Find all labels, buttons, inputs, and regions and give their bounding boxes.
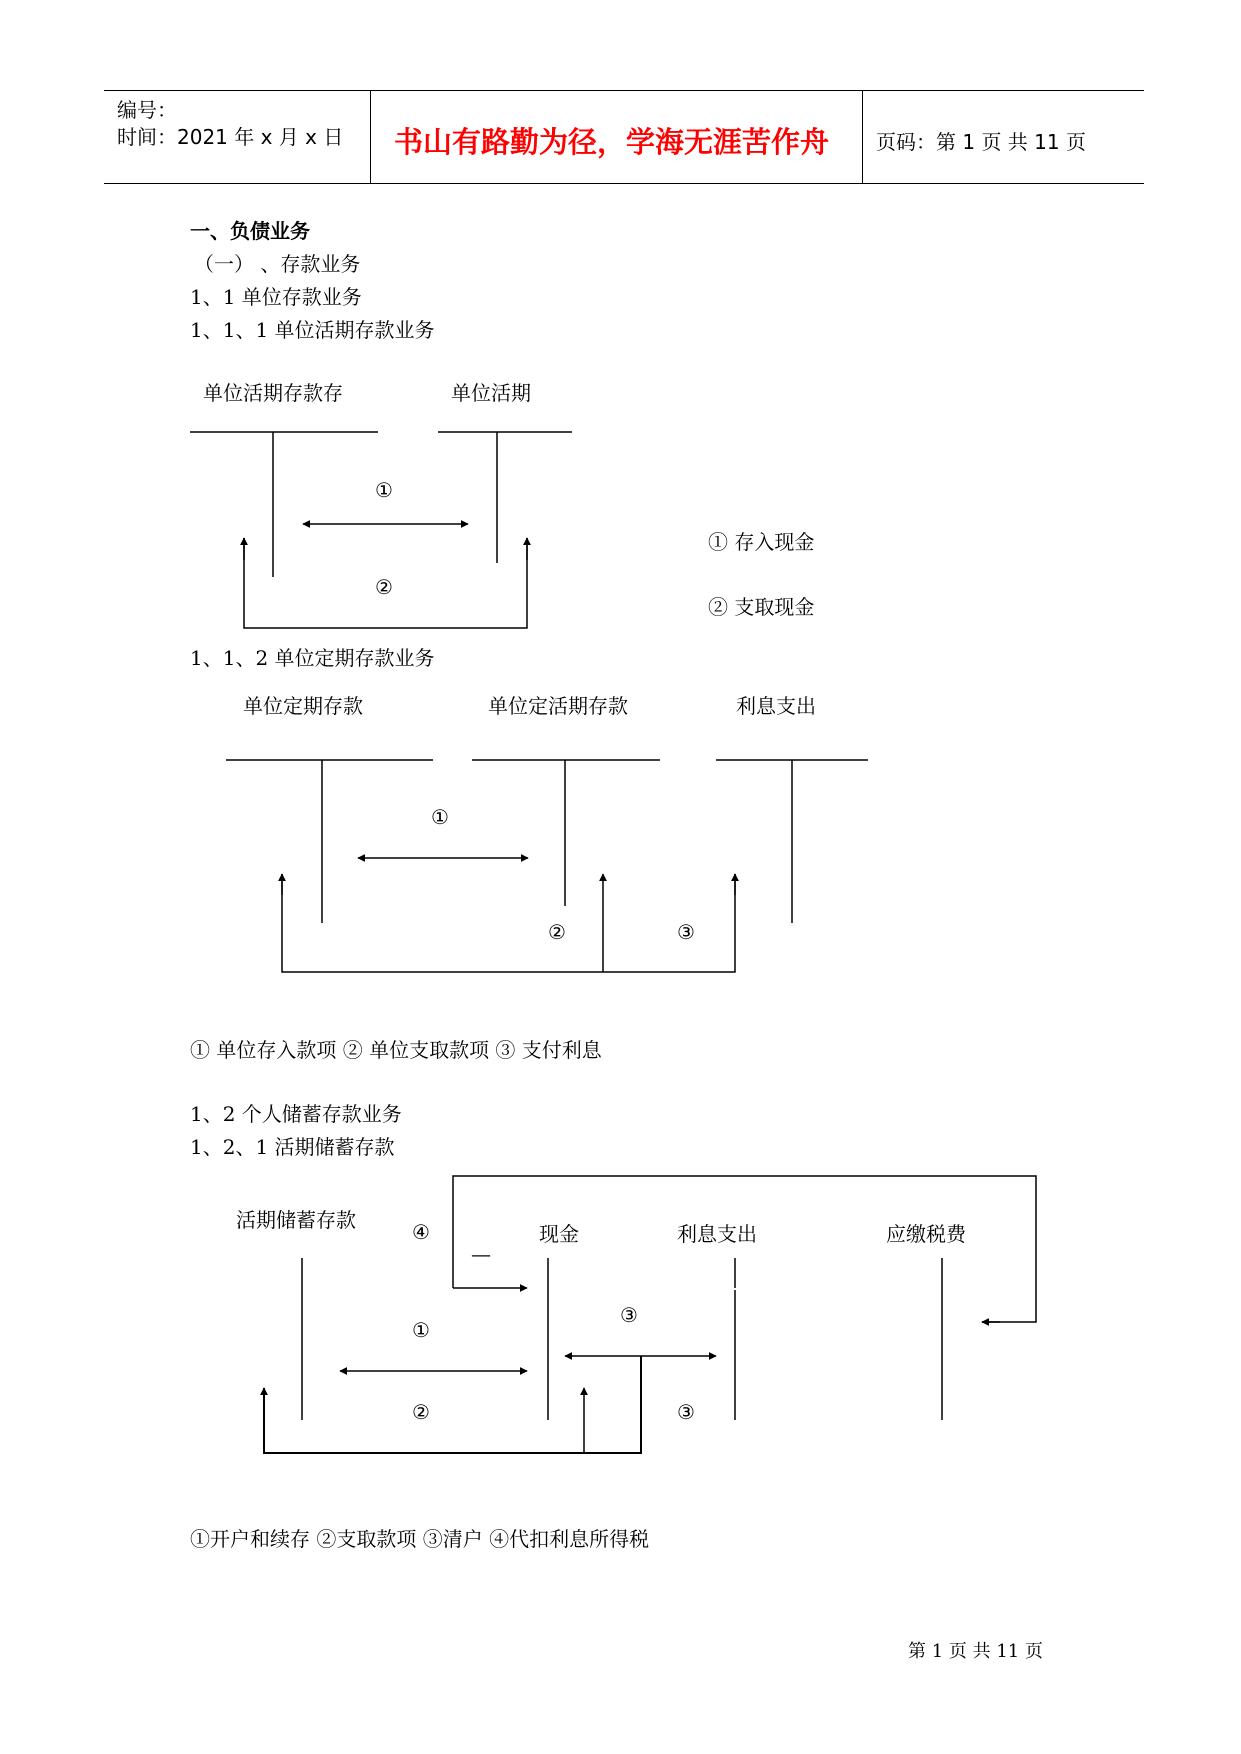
header-page-code: 页码：第 1 页 共 11 页 [876, 130, 1086, 154]
d2-circled-3: ③ [677, 920, 695, 944]
d1-account-unit-demand-deposit: 单位活期存款存 [203, 381, 343, 405]
heading-demand-savings: 1、2、1 活期储蓄存款 [190, 1135, 395, 1159]
section-heading-liabilities: 一、负债业务 [190, 219, 310, 243]
d1-circled-2: ② [375, 575, 393, 599]
d3-account-taxes-payable: 应缴税费 [886, 1222, 966, 1246]
d3-circled-2: ② [412, 1400, 430, 1424]
d2-account-unit-mixed-deposit: 单位定活期存款 [488, 694, 628, 718]
heading-unit-time-deposits: 1、1、2 单位定期存款业务 [190, 646, 435, 670]
d3-account-cash: 现金 [539, 1222, 579, 1246]
doc-number-label: 编号： [117, 98, 177, 122]
d3-circled-4: ④ [412, 1220, 430, 1244]
d3-dash: — [471, 1242, 491, 1266]
header-motto: 书山有路勤为径，学海无涯苦作舟 [394, 125, 830, 159]
d3-circled-1: ① [412, 1318, 430, 1342]
heading-unit-deposits: 1、1 单位存款业务 [190, 285, 362, 309]
d1-legend-1: ① 存入现金 [708, 530, 815, 554]
doc-time-label: 时间：2021 年 x 月 x 日 [117, 125, 344, 149]
d3-circled-3b: ③ [677, 1400, 695, 1424]
d3-account-demand-savings: 活期储蓄存款 [236, 1208, 356, 1232]
d1-circled-1: ① [375, 478, 393, 502]
footer-page-number: 第 1 页 共 11 页 [908, 1641, 1043, 1662]
d1-account-unit-demand: 单位活期 [451, 381, 531, 405]
d2-account-interest-expense: 利息支出 [736, 694, 816, 718]
d2-legend: ① 单位存入款项 ② 单位支取款项 ③ 支付利息 [190, 1038, 602, 1062]
d2-circled-2: ② [548, 920, 566, 944]
d2-account-unit-time-deposit: 单位定期存款 [243, 694, 363, 718]
heading-unit-demand-deposits: 1、1、1 单位活期存款业务 [190, 318, 435, 342]
subsection-heading-deposits: （一） 、存款业务 [194, 252, 361, 276]
d2-circled-1: ① [431, 805, 449, 829]
heading-personal-savings: 1、2 个人储蓄存款业务 [190, 1102, 402, 1126]
d1-legend-2: ② 支取现金 [708, 595, 815, 619]
d3-circled-3a: ③ [620, 1303, 638, 1327]
d3-account-interest-expense: 利息支出 [677, 1222, 757, 1246]
d3-legend: ①开户和续存 ②支取款项 ③清户 ④代扣利息所得税 [190, 1527, 650, 1551]
